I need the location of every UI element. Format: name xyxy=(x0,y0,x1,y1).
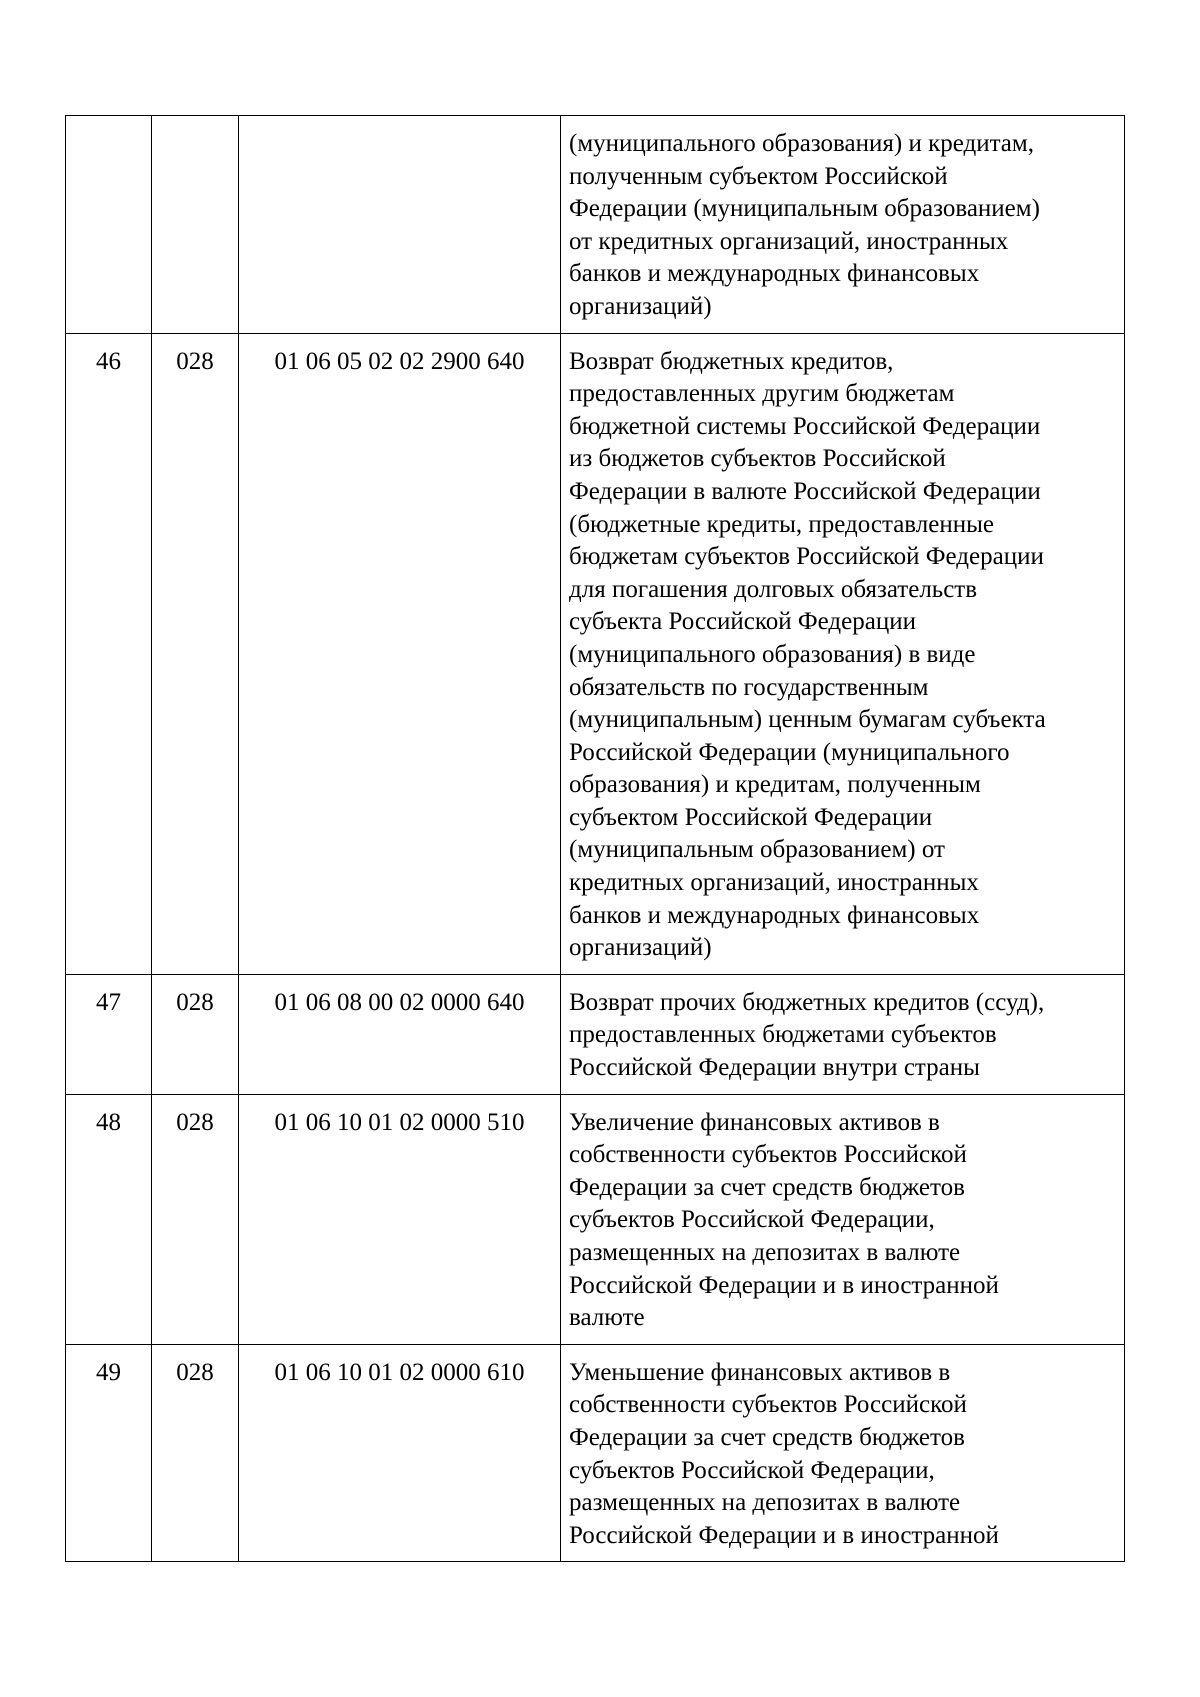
budget-classification-code-cell xyxy=(239,116,561,334)
description-line: организаций) xyxy=(569,934,712,962)
row-number-cell xyxy=(66,116,152,334)
description-line: кредитных организаций, иностранных xyxy=(569,869,979,897)
description-line: размещенных на депозитах в валюте xyxy=(569,1239,961,1266)
budget-codes-table xyxy=(65,115,1125,1562)
table-row xyxy=(66,1344,1125,1562)
description-line: Федерации за счет средств бюджетов xyxy=(569,1423,965,1451)
description-line: образования) и кредитам, полученным xyxy=(569,771,981,799)
description-line: Возврат бюджетных кредитов, xyxy=(569,347,894,375)
description-line: Уменьшение финансовых активов в xyxy=(569,1358,951,1386)
admin-code-cell xyxy=(152,116,239,334)
description-line: (муниципальным образованием) от xyxy=(569,836,945,864)
budget-classification-code-cell: 01 06 08 00 02 0000 640 xyxy=(239,974,561,1094)
description-line: собственности субъектов Российской xyxy=(569,1141,967,1169)
description-line: валюте xyxy=(569,1304,645,1332)
table-row xyxy=(66,333,1125,974)
row-number-cell: 49 xyxy=(66,1344,152,1562)
description-line: размещенных на депозитах в валюте xyxy=(569,1489,961,1517)
description-cell xyxy=(561,333,1125,974)
description-line: Российской Федерации (муниципального xyxy=(569,738,1010,766)
description-line: собственности субъектов Российской xyxy=(569,1391,967,1419)
admin-code-cell: 028 xyxy=(152,333,239,974)
table-row xyxy=(66,116,1125,334)
description-line: от кредитных организаций, иностранных xyxy=(569,227,1009,255)
description-line: Федерации (муниципальным образованием) xyxy=(569,195,1040,223)
description-line: Российской Федерации и в иностранной xyxy=(569,1521,999,1549)
description-line: Возврат прочих бюджетных кредитов (ссуд), xyxy=(569,988,1045,1016)
description-line: предоставленных бюджетами субъектов xyxy=(569,1021,997,1049)
description-line: для погашения долговых обязательств xyxy=(569,575,978,603)
description-line: (муниципальным) ценным бумагам субъекта xyxy=(569,706,1046,734)
description-line: (муниципального образования) и кредитам, xyxy=(569,130,1034,157)
description-line: Увеличение финансовых активов в xyxy=(569,1108,940,1136)
budget-classification-code-cell: 01 06 10 01 02 0000 610 xyxy=(239,1344,561,1562)
description-line: субъектов Российской Федерации, xyxy=(569,1206,935,1234)
description-line: субъектов Российской Федерации, xyxy=(569,1456,935,1484)
description-line: полученным субъектом Российской xyxy=(569,162,948,190)
description-line: субъекта Российской Федерации xyxy=(569,608,916,636)
row-number-cell: 47 xyxy=(66,974,152,1094)
description-cell xyxy=(561,1094,1125,1344)
description-cell xyxy=(561,974,1125,1094)
description-line: Российской Федерации внутри страны xyxy=(569,1054,980,1082)
description-line: бюджетной системы Российской Федерации xyxy=(569,412,1041,440)
description-line: субъектом Российской Федерации xyxy=(569,803,933,831)
description-line: (бюджетные кредиты, предоставленные xyxy=(569,510,994,538)
description-line: предоставленных другим бюджетам xyxy=(569,380,955,408)
description-line: из бюджетов субъектов Российской xyxy=(569,445,946,473)
description-line: Федерации в валюте Российской Федерации xyxy=(569,477,1041,505)
description-line: Российской Федерации и в иностранной xyxy=(569,1271,999,1299)
row-number-cell: 48 xyxy=(66,1094,152,1344)
row-number-cell: 46 xyxy=(66,333,152,974)
description-line: Федерации за счет средств бюджетов xyxy=(569,1173,965,1201)
description-line: организаций) xyxy=(569,292,712,320)
table-row xyxy=(66,974,1125,1094)
table-row xyxy=(66,1094,1125,1344)
admin-code-cell: 028 xyxy=(152,974,239,1094)
description-cell xyxy=(561,1344,1125,1562)
description-line: обязательств по государственным xyxy=(569,673,929,701)
description-line: банков и международных финансовых xyxy=(569,260,980,288)
budget-classification-code-cell: 01 06 05 02 02 2900 640 xyxy=(239,333,561,974)
description-line: банков и международных финансовых xyxy=(569,901,980,929)
description-line: (муниципального образования) в виде xyxy=(569,640,976,668)
description-cell xyxy=(561,116,1125,334)
table-body xyxy=(66,116,1125,1562)
budget-classification-code-cell: 01 06 10 01 02 0000 510 xyxy=(239,1094,561,1344)
description-line: бюджетам субъектов Российской Федерации xyxy=(569,543,1044,571)
admin-code-cell: 028 xyxy=(152,1094,239,1344)
admin-code-cell: 028 xyxy=(152,1344,239,1562)
